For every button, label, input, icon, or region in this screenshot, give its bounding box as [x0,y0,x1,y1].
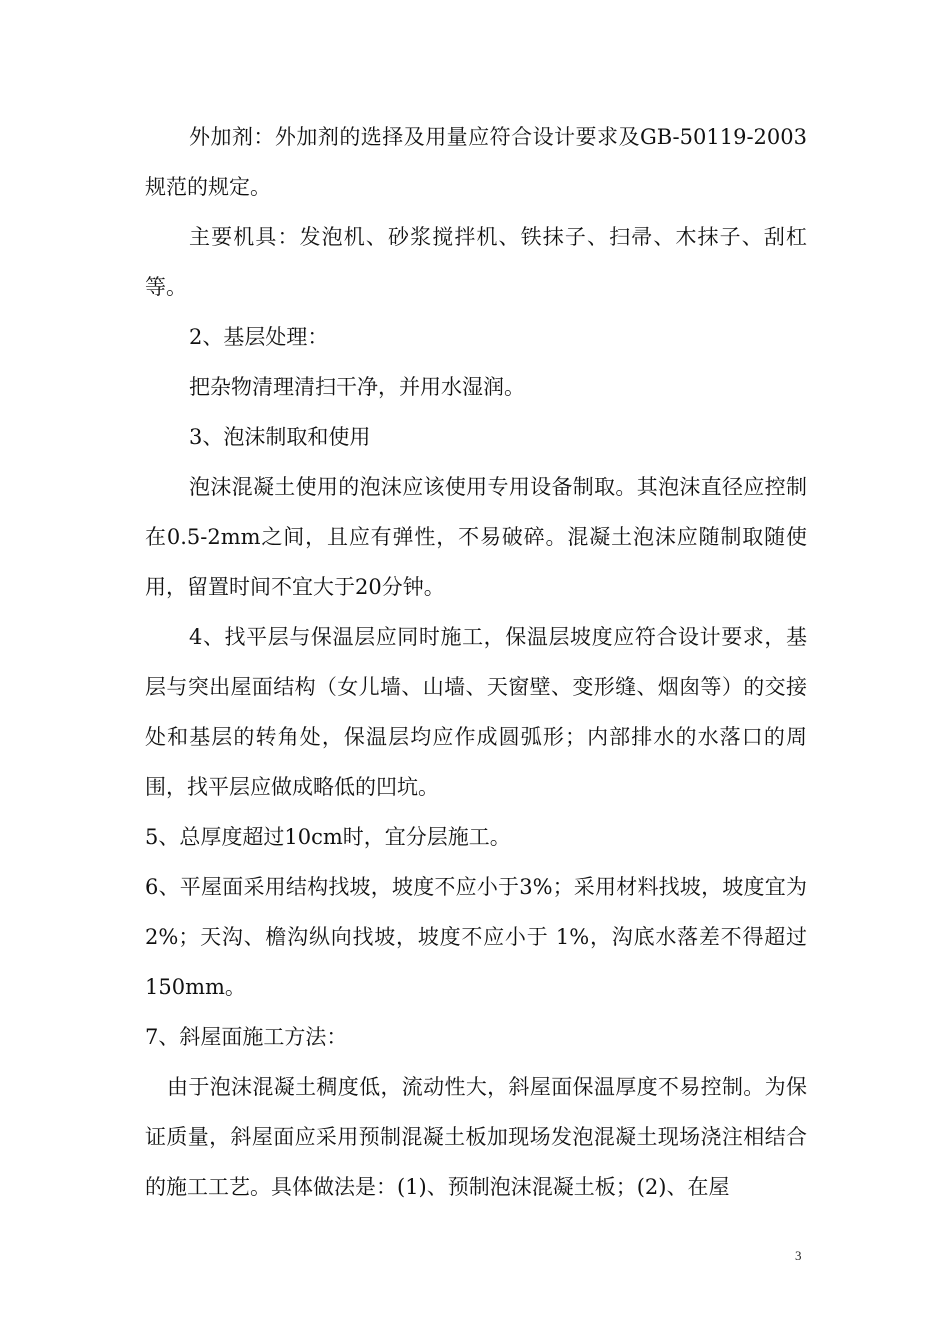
heading-base-treatment: 2、基层处理： [189,325,329,349]
paragraph-leveling-layer: 4、找平层与保温层应同时施工，保温层坡度应符合设计要求，基层与突出屋面结构（女儿墙、山墙、天窗壁、变形缝、烟囱等）的交接处和基层的转角处，保温层均应作成圆弧形；内部排水的水落口的周围，找平层应做成略低的凹坑。 [145,625,807,799]
paragraph-additive: 外加剂：外加剂的选择及用量应符合设计要求及GB-50119-2003规范的规定。 [145,125,807,199]
paragraph-main-tools: 主要机具：发泡机、砂浆搅拌机、铁抹子、扫帚、木抹子、刮杠等。 [145,225,807,299]
document-body [145,112,807,1212]
paragraph-foam-production: 泡沫混凝土使用的泡沫应该使用专用设备制取。其泡沫直径应控制在0.5-2mm之间，且应有弹性，不易破碎。混凝土泡沫应随制取随使用，留置时间不宜大于20分钟。 [145,475,807,599]
paragraph-sloped-roof-method: 由于泡沫混凝土稠度低，流动性大，斜屋面保温厚度不易控制。为保证质量，斜屋面应采用预制混凝土板加现场发泡混凝土现场浇注相结合的施工工艺。具体做法是：(1)、预制泡沫混凝土板；(2)、在屋 [145,1075,807,1199]
page-number: 3 [795,1248,802,1263]
heading-sloped-roof: 7、斜屋面施工方法： [145,1025,348,1049]
paragraph-slope: 6、平屋面采用结构找坡，坡度不应小于3%；采用材料找坡，坡度宜为 2%；天沟、檐沟纵向找坡，坡度不应小于 1%，沟底水落差不得超过150mm。 [145,875,807,999]
paragraph-layered-construction: 5、总厚度超过10cm时，宜分层施工。 [145,825,511,849]
heading-foam-production: 3、泡沫制取和使用 [189,425,371,449]
paragraph-base-treatment: 把杂物清理清扫干净，并用水湿润。 [189,375,525,399]
